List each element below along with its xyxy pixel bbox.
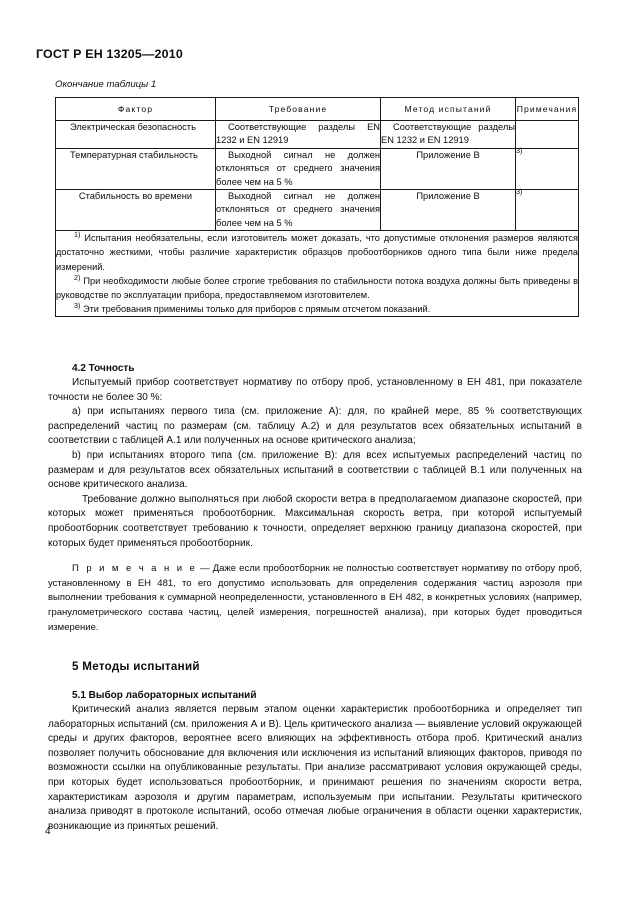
footnote-3 bbox=[56, 302, 578, 316]
footnote-marker: 3) bbox=[516, 145, 523, 155]
table-row bbox=[56, 190, 579, 231]
paragraph-5-1-critical-analysis: Критический анализ является первым этапом оценки характеристик пробоотборника и определяет тип лабораторных испытаний (см. приложения А и В). Цель критического анализа — выявление условий окружающей среды и других факторов, вероятнее всего влияющих на эффективность отбора проб. Критический анализ позволяет получить обоснование для включения или исключения из испытаний влияющих факторов, приводя по возможности ссылки на опубликованные результаты. При анализе рассматривают условия окружающей среды, при которых будет использоваться пробоотборник, и принимают решения по значениям скорости ветра, характеристикам аэрозоля и другим параметрам, используемым при испытании. Результаты критического анализа приводят в протоколе испытаний, особо отмечая любые ограничения в области оценки характеристик, возникающие из принятых решений. bbox=[48, 704, 582, 832]
cell-factor-text: Электрическая безопасность bbox=[70, 122, 196, 132]
section-heading-4-2: 4.2 Точность bbox=[72, 363, 135, 374]
paragraph-4-2-wind-speed bbox=[48, 493, 582, 551]
cell-factor bbox=[56, 148, 216, 189]
paragraph-4-2-wind-speed-text: Требование должно выполняться при любой скорости ветра в предполагаемом диапазоне скоростей, при которых может применяться пробоотборник. Максимальная скорость ветра, при которой испытуемый пробоотборник соответствует требованию к точности, определяет верхнюю границу диапазона скоростей, при которых будет применяться пробоотборник. bbox=[48, 493, 582, 549]
table-row bbox=[56, 148, 579, 189]
document-standard-code: ГОСТ Р ЕН 13205—2010 bbox=[36, 47, 183, 61]
table-header-row bbox=[56, 98, 579, 121]
cell-requirement bbox=[216, 148, 381, 189]
page-number: 4 bbox=[45, 826, 51, 837]
column-header-factor: Фактор bbox=[56, 98, 216, 121]
document-body bbox=[48, 363, 582, 834]
cell-test-method bbox=[381, 148, 516, 189]
cell-requirement-text: Выходной сигнал не должен отклоняться от среднего значения более чем на 5 % bbox=[216, 149, 380, 187]
footnote-1 bbox=[56, 231, 578, 274]
table-footnotes-row bbox=[56, 231, 579, 317]
footnote-1-marker: 1) bbox=[74, 230, 81, 240]
column-header-requirement: Требование bbox=[216, 98, 381, 121]
specification-table bbox=[55, 97, 579, 317]
footnote-3-marker: 3) bbox=[74, 301, 81, 311]
cell-requirement-text: Соответствующие разделы EN 1232 и EN 12919 bbox=[216, 122, 380, 146]
note-text: — Даже если пробоотборник не полностью соответствует нормативу по отбору проб, установленному в ЕН 481, то его допустимо использовать для определения содержания частиц аэрозоля при выполнении требования к суммарной неопределенности, установленного в ЕН 482, в конкретных условиях (например, гранулометрического состава частиц, целей измерения, погрешностей анализа), при которых будет проводиться измерение. bbox=[48, 563, 582, 633]
cell-factor-text: Температурная стабильность bbox=[70, 149, 198, 160]
column-header-notes: Примечания bbox=[516, 98, 579, 121]
specification-table-wrapper bbox=[55, 97, 578, 317]
cell-requirement bbox=[216, 121, 381, 149]
note-block bbox=[48, 562, 582, 635]
cell-test-method bbox=[381, 190, 516, 231]
footnote-2-text: При необходимости любые более строгие требования по стабильности потока воздуха должны быть приведены в руководстве по эксплуатации прибора, предоставляемом изготовителем. bbox=[56, 275, 578, 301]
footnote-1-text: Испытания необязательны, если изготовитель может доказать, что допустимые отклонения размеров являются достаточно жесткими, чтобы различие характеристик образцов пробоотборников одного типа были ниже предела измерений. bbox=[56, 233, 578, 272]
section-heading-5-1: 5.1 Выбор лабораторных испытаний bbox=[72, 690, 257, 702]
cell-requirement bbox=[216, 190, 381, 231]
cell-factor bbox=[56, 121, 216, 149]
table-row bbox=[56, 121, 579, 149]
spacer bbox=[48, 635, 582, 660]
table-footnotes bbox=[56, 231, 579, 317]
footnote-marker: 3) bbox=[516, 186, 523, 196]
cell-test-method-text: Приложение B bbox=[416, 149, 480, 160]
cell-requirement-text: Выходной сигнал не должен отклоняться от среднего значения более чем на 5 % bbox=[216, 191, 380, 228]
cell-note bbox=[516, 186, 579, 231]
cell-test-method-text: Соответствующие разделы EN 1232 и EN 12919 bbox=[381, 122, 515, 146]
cell-note bbox=[516, 121, 579, 149]
column-header-test-method: Метод испытаний bbox=[381, 98, 516, 121]
table-caption: Окончание таблицы 1 bbox=[55, 79, 157, 90]
cell-factor-text: Стабильность во времени bbox=[78, 191, 193, 202]
cell-test-method bbox=[381, 121, 516, 149]
cell-note bbox=[516, 145, 579, 189]
footnote-3-text: Эти требования применимы только для приборов с прямым отсчетом показаний. bbox=[82, 304, 431, 315]
spacer bbox=[48, 673, 582, 690]
spacer bbox=[48, 551, 582, 562]
list-item-a: a) при испытаниях первого типа (см. приложение А): для, по крайней мере, 85 % соответствующих распределений частиц по размерам (см. таблицу А.2) и для результатов всех обязательных испытаний в соответствии с таблицей А.1 или полученных на основе критического анализа; bbox=[48, 406, 582, 447]
footnote-2-marker: 2) bbox=[74, 272, 81, 282]
section-heading-5: 5 Методы испытаний bbox=[72, 660, 200, 674]
cell-test-method-text: Приложение B bbox=[416, 191, 480, 202]
cell-factor bbox=[56, 190, 216, 231]
note-label: П р и м е ч а н и е bbox=[72, 563, 197, 575]
footnote-2 bbox=[56, 274, 578, 302]
list-item-b: b) при испытаниях второго типа (см. приложение В): для всех испытуемых распределений частиц по размерам и для результатов всех обязательных испытаний в соответствии с таблицей В.1 или полученных на основе критического анализа. bbox=[48, 449, 582, 491]
paragraph-4-2-intro: Испытуемый прибор соответствует нормативу по отбору проб, установленному в ЕН 481, при показателе точности не более 30 %: bbox=[48, 377, 582, 403]
